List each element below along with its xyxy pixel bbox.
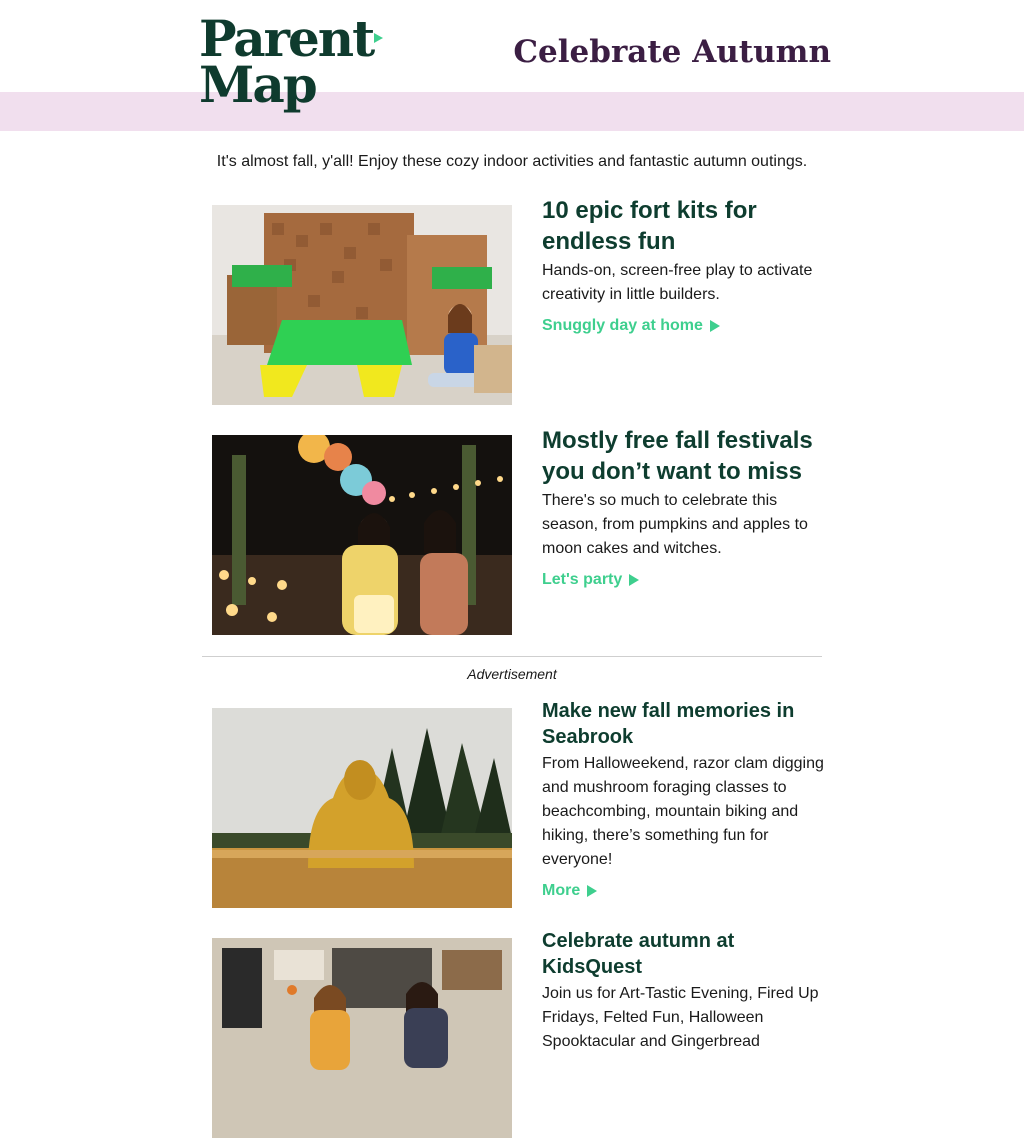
article-description: There's so much to celebrate this season, from pumpkins and apples to moon cakes and witches.	[542, 492, 808, 557]
header-band	[0, 92, 1024, 131]
section-divider	[202, 656, 822, 657]
article-image-fall-festival[interactable]	[212, 435, 512, 635]
intro-text: It's almost fall, y'all! Enjoy these cozy indoor activities and fantastic autumn outings.	[216, 153, 808, 170]
sponsored-description: Join us for Art-Tastic Evening, Fired Up Fridays, Felted Fun, Halloween Spooktacular and Gingerbread	[542, 985, 819, 1050]
article-title[interactable]: 10 epic fort kits for endless fun	[542, 197, 757, 255]
article-content	[542, 195, 827, 335]
newsletter-title: Celebrate Autumn	[513, 34, 831, 70]
sponsored-title[interactable]: Make new fall memories in Seabrook	[542, 700, 795, 748]
parentmap-logo[interactable]	[199, 9, 383, 114]
advertisement-label: Advertisement	[467, 666, 557, 682]
article-title[interactable]: Mostly free fall festivals you don’t want to miss	[542, 427, 813, 485]
article-content	[542, 425, 827, 589]
logo-text-parent: Parent	[199, 9, 374, 68]
sponsored-image-kidsquest[interactable]	[212, 938, 512, 1138]
article-image-fort-kit[interactable]	[212, 205, 512, 405]
snuggly-day-link[interactable]	[542, 317, 720, 335]
email-header	[0, 0, 1024, 114]
article-description: Hands-on, screen-free play to activate creativity in little builders.	[542, 262, 813, 303]
cta-label: More	[542, 882, 581, 899]
logo-text-map: Map	[199, 55, 316, 114]
cta-label: Let's party	[542, 571, 623, 588]
play-triangle-icon	[374, 33, 383, 43]
play-triangle-icon	[587, 885, 597, 897]
play-triangle-icon	[710, 320, 720, 332]
sponsored-image-seabrook[interactable]	[212, 708, 512, 908]
more-link[interactable]	[542, 882, 597, 900]
sponsored-content	[542, 928, 827, 1054]
play-triangle-icon	[629, 574, 639, 586]
cta-label: Snuggly day at home	[542, 317, 703, 334]
sponsored-content	[542, 698, 827, 900]
lets-party-link[interactable]	[542, 571, 639, 589]
sponsored-title[interactable]: Celebrate autumn at KidsQuest	[542, 930, 735, 978]
sponsored-description: From Halloweekend, razor clam digging and mushroom foraging classes to beachcombing, mountain biking and hiking, there’s something fun for everyone!	[542, 755, 824, 868]
